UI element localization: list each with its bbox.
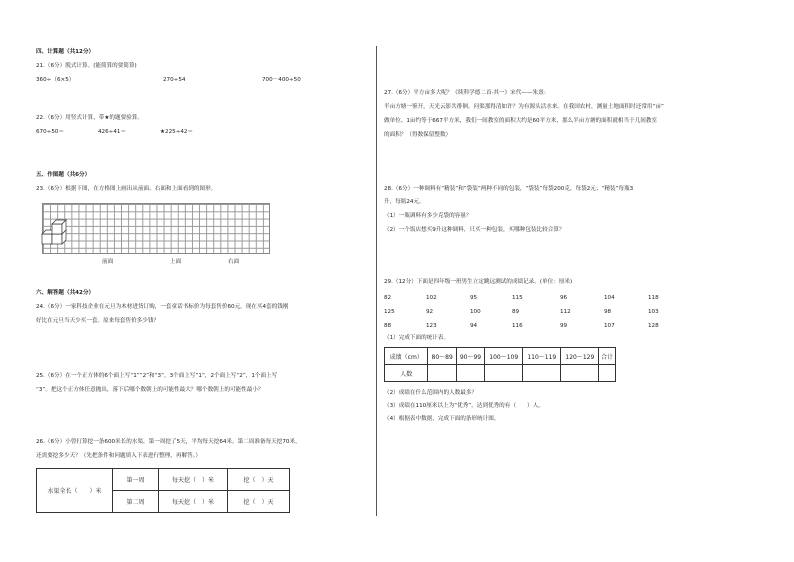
q29-value: 94 [470, 323, 478, 329]
q22-item-3: ★225÷42＝ [160, 129, 194, 135]
question-29-sub-1: （1）完成下面的统计表。 [384, 335, 450, 341]
q29-value: 96 [560, 295, 568, 301]
stat-header: 120～129 [561, 348, 599, 365]
q29-value: 89 [512, 309, 520, 315]
question-25-line-1: 25.（6分）在一个正方体的6个面上写“1”“2”和“3”。3个面上写“1”，2个面上写“2”，1个面上写 [36, 373, 278, 379]
q29-value: 118 [648, 295, 659, 301]
q29-value: 95 [470, 295, 478, 301]
question-29-sub-4: （4）根据表中数据，完成下面的条形统计图。 [384, 416, 500, 422]
q22-item-1: 670÷50＝ [36, 129, 65, 135]
question-27-line-4: 的面积？（得数保留整数） [384, 132, 452, 138]
stat-blank-cell[interactable] [428, 365, 456, 382]
question-21: 21.（6分）脱式计算。(能简算的要简算) [36, 63, 137, 69]
question-27-line-2: 半亩方塘一鉴开，天光云影共徘徊。问渠那得清如许？为有源头活水来。在我国农村，测量土地面积时还常用“亩” [384, 104, 664, 110]
q26-week1-label: 第一周 [113, 469, 159, 491]
q29-value: 102 [426, 295, 437, 301]
q29-value: 104 [604, 295, 615, 301]
q29-value: 128 [648, 323, 659, 329]
view-label-front: 前面 [102, 259, 114, 265]
question-29-sub-3: （3）成绩在110厘米以上为“优秀”，达到优秀的有（ ）人。 [384, 403, 544, 409]
q29-value: 116 [512, 323, 523, 329]
q21-item-3: 700－400÷50 [262, 77, 301, 83]
q29-value: 115 [512, 295, 523, 301]
q29-value: 103 [648, 309, 659, 315]
stat-blank-cell[interactable] [561, 365, 599, 382]
question-28-sub-2: （2）一个饭店想买9升这种调料，只买一种包装，买哪种包装比较合算？ [384, 227, 565, 233]
q22-item-2: 426÷41＝ [98, 129, 127, 135]
q29-value: 82 [384, 295, 392, 301]
stat-row-label: 人数 [385, 365, 428, 382]
q26-week2-label: 第二周 [113, 491, 159, 513]
q26-week2-per-day[interactable]: 每天挖（ ）米 [159, 491, 228, 513]
section-4-title: 四、计算题（共12分） [36, 49, 95, 55]
q29-value: 125 [384, 309, 395, 315]
q26-total-length-cell[interactable]: 水渠全长（ ）米 [37, 469, 113, 513]
q21-item-2: 270÷54 [163, 77, 186, 83]
question-23: 23.（6分）根据下图，在方格图上画出从前面、右面和上面看到的图形。 [36, 186, 217, 192]
q29-value: 98 [604, 309, 612, 315]
stat-header: 90～99 [456, 348, 484, 365]
question-29-sub-2: （2）成绩在什么范围内的人数最多？ [384, 390, 478, 396]
question-25-line-2: “3”。把这个正方体任意抛出，落下后哪个数朝上的可能性最大？哪个数朝上的可能性最小？ [36, 387, 264, 393]
stat-header: 100～109 [485, 348, 523, 365]
stat-blank-cell[interactable] [456, 365, 484, 382]
section-5-title: 五、作图题（共6分） [36, 172, 91, 178]
q29-stat-table [384, 347, 616, 382]
stat-header: 110～119 [523, 348, 561, 365]
q21-item-1: 360÷（6×5） [36, 77, 75, 83]
section-6-title: 六、解答题（共42分） [36, 290, 95, 296]
question-28-line-2: 升，每瓶24元。 [384, 199, 425, 205]
question-29-line-1: 29.（12分）下面是四年级一班男生立定跳远测试的成绩记录。(单位：厘米) [384, 279, 573, 285]
view-label-top: 上面 [170, 259, 182, 265]
question-26-line-1: 26.（6分）小曾打算挖一条600米长的水渠，第一周挖了5天，平均每天挖64米。第二周准备每天挖70米， [36, 439, 301, 445]
stat-header: 成绩（cm） [385, 348, 428, 365]
q29-value: 99 [560, 323, 568, 329]
q29-value: 123 [426, 323, 437, 329]
q29-value: 112 [560, 309, 571, 315]
q26-week1-per-day[interactable]: 每天挖（ ）米 [159, 469, 228, 491]
stat-blank-cell[interactable] [523, 365, 561, 382]
question-24-line-1: 24.（6分）一家科技企业在元旦为木材进货订购，一套童话书标价为每套售价60元。现在买4套的钱刚 [36, 304, 289, 310]
stat-header: 合计 [599, 348, 616, 365]
drawing-grid[interactable] [42, 203, 270, 254]
q29-value: 92 [426, 309, 434, 315]
question-27-line-3: 做单位。1亩约等于667平方米，我们一间教室的面积大约是60平方米，那么半亩方塘的面积就相当于几间教室 [384, 118, 658, 124]
q29-value: 107 [604, 323, 615, 329]
q26-week2-days[interactable]: 挖（ ）天 [228, 491, 290, 513]
question-27-line-1: 27.（6分）平方亩多大呢？《续科学德二首·其一》宋代——朱熹： [384, 90, 550, 96]
cube-stack-figure [40, 214, 72, 248]
q26-organize-table [36, 468, 290, 513]
view-label-right: 右面 [228, 259, 240, 265]
stat-header: 80～89 [428, 348, 456, 365]
question-22: 22.（6分）用竖式计算，带★的题要验算。 [36, 115, 143, 121]
question-24-line-2: 好比在元旦当天少买一套。原来每套售价多少钱？ [36, 318, 160, 324]
stat-blank-cell[interactable] [485, 365, 523, 382]
q29-value: 88 [384, 323, 392, 329]
question-28-sub-1: （1）一瓶调料有多少克袋的容量？ [384, 213, 472, 219]
question-26-line-2: 还需要挖多少天？（先把条件和问题填入下表进行整理，再解答。） [36, 453, 202, 459]
q26-week1-days[interactable]: 挖（ ）天 [228, 469, 290, 491]
column-divider [376, 46, 377, 516]
q29-value: 100 [470, 309, 481, 315]
stat-blank-cell[interactable] [599, 365, 616, 382]
question-28-line-1: 28.（6分）一种调料有“精装”和“袋装”两种不同的包装，“袋装”每袋200克，每袋2元；“精装”每瓶3 [384, 186, 634, 192]
